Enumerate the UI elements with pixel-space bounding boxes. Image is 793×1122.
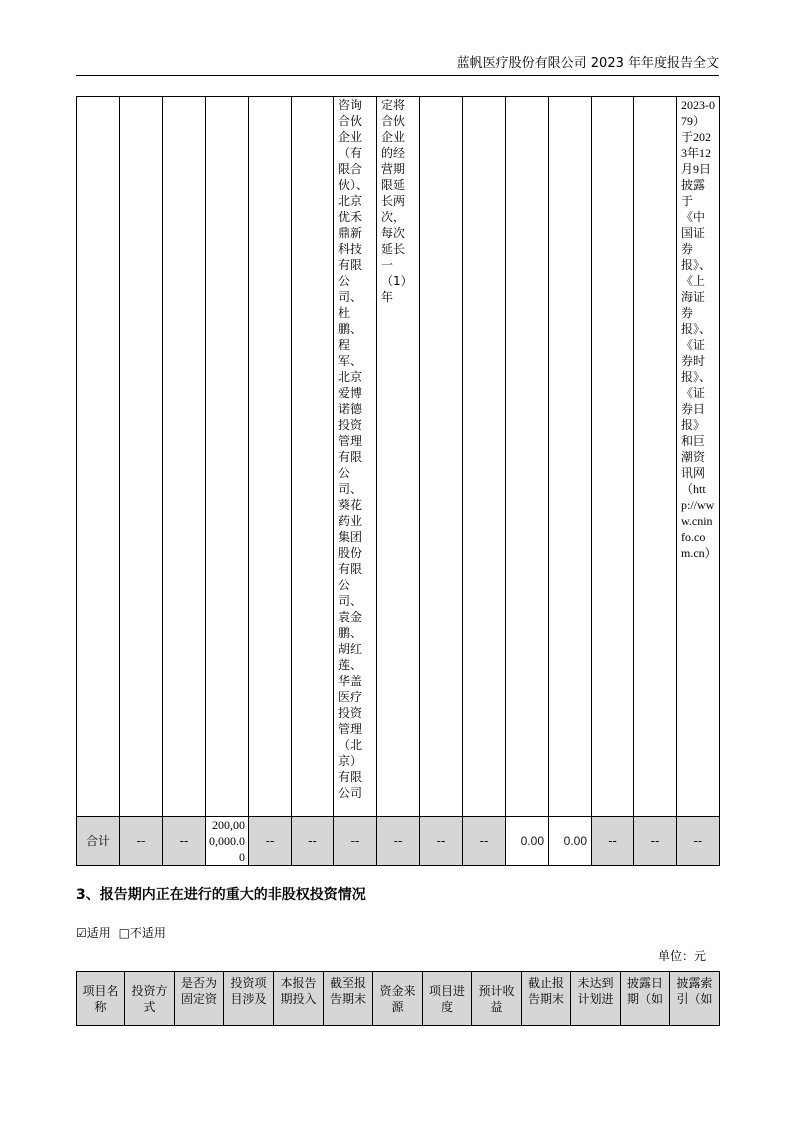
header-period-input: 本报告期投入	[274, 972, 324, 1026]
total-cell: --	[592, 817, 634, 866]
non-equity-investment-table	[76, 971, 720, 1026]
header-disclosure-date: 披露日期（如	[621, 972, 670, 1026]
not-applicable-checkbox: □不适用	[118, 926, 166, 940]
total-period-pnl: 0.00	[549, 817, 592, 866]
header-project-progress: 项目进度	[423, 972, 472, 1026]
total-label: 合计	[77, 817, 120, 866]
table-cell	[292, 97, 334, 817]
header-expected-return: 预计收益	[472, 972, 522, 1026]
total-investment-amount: 200,000,000.00	[206, 817, 249, 866]
disclosure-index-cell: 2023-079）于2023年12月9日披露于《中国证券报》、《上海证券报》、《证券时报》、《证券日报》和巨潮资讯网（http://www.cninfo.com.cn）	[677, 97, 720, 817]
applicability-options	[76, 925, 170, 941]
total-cell: --	[420, 817, 463, 866]
total-cell: --	[249, 817, 292, 866]
header-divider	[76, 75, 719, 76]
header-investment-method: 投资方式	[125, 972, 175, 1026]
total-cell: --	[292, 817, 334, 866]
table-cell	[249, 97, 292, 817]
header-project-name: 项目名称	[77, 972, 125, 1026]
table-cell	[463, 97, 506, 817]
unit-label: 单位：元	[657, 949, 706, 963]
total-cell: --	[634, 817, 677, 866]
total-cell: --	[677, 817, 720, 866]
total-cell: --	[163, 817, 206, 866]
header-cumulative-input: 截至报告期末	[324, 972, 373, 1026]
total-cell: --	[334, 817, 377, 866]
table-cell	[634, 97, 677, 817]
header-disclosure-index: 披露索引（如	[670, 972, 720, 1026]
header-project-industry: 投资项目涉及	[224, 972, 274, 1026]
header-fund-source: 资金来源	[373, 972, 423, 1026]
table-cell	[163, 97, 206, 817]
table-row	[77, 97, 720, 817]
table-cell	[506, 97, 549, 817]
applicable-checkbox: ☑适用	[76, 926, 111, 940]
table-cell	[120, 97, 163, 817]
report-header: 蓝帆医疗股份有限公司 2023 年年度报告全文	[456, 56, 719, 71]
partners-cell: 咨询合伙企业（有限合伙）、北京优禾鼎新科技有限公司、杜鹏、程军、北京爱博诺德投资管理有限公司、葵花药业集团股份有限公司、袁金鹏、胡红莲、华盖医疗投资管理（北京）有限公司	[334, 97, 377, 817]
header-is-fixed-asset: 是否为固定资	[175, 972, 224, 1026]
table-header-row	[77, 972, 720, 1026]
term-extension-cell: 定将合伙企业的经营期限延长两次，每次延长一（1）年	[377, 97, 420, 817]
table-cell	[549, 97, 592, 817]
total-row	[77, 817, 720, 866]
table-cell	[206, 97, 249, 817]
total-cell: --	[120, 817, 163, 866]
total-cell: --	[377, 817, 420, 866]
equity-investment-table-continued	[76, 96, 720, 866]
table-cell	[592, 97, 634, 817]
header-realized-return: 截止报告期末	[522, 972, 571, 1026]
header-shortfall-reason: 未达到计划进	[571, 972, 621, 1026]
total-cell: --	[463, 817, 506, 866]
section-title: 3、报告期内正在进行的重大的非股权投资情况	[76, 887, 366, 903]
table-cell	[77, 97, 120, 817]
total-expected-return: 0.00	[506, 817, 549, 866]
table-cell	[420, 97, 463, 817]
